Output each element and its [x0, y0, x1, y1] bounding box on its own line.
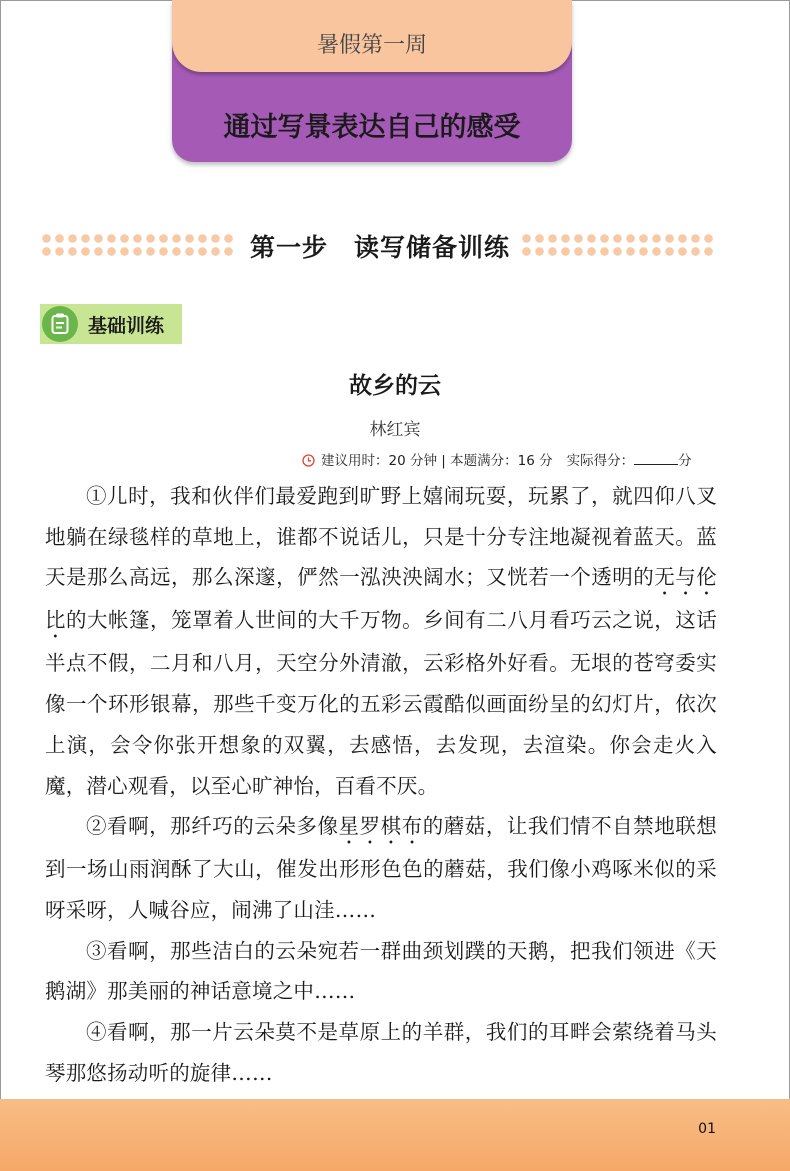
- paragraph-1-text-b: 的大帐篷，笼罩着人世间的大千万物。乡间有二八月看巧云之说，这话半点不假，二月和八月，天空分外清澈，云彩格外好看。无垠的苍穹委实像一个环形银幕，那些千变万化的五彩云霞酷似画面纷呈的幻灯片，依次上演，会令你张开想象的双翼，去感悟，去发现，去渲染。你会走火入魔，潜心观看，以至心旷神怡，百看不厌。: [45, 608, 717, 798]
- score-value: 16 分: [517, 453, 553, 469]
- emphasized-phrase: 无与伦比: [45, 565, 717, 633]
- paragraph-4: ④看啊，那一片云朵莫不是草原上的羊群，我们的耳畔会萦绕着马头琴那悠扬动听的旋律……: [45, 1020, 717, 1085]
- paragraph-2: [45, 806, 717, 930]
- paragraph-1-text-a: ①儿时，我和伙伴们最爱跑到旷野上嬉闹玩耍，玩累了，就四仰八叉地躺在绿毯样的草地上，谁都不说话儿，只是十分专注地凝视着蓝天。蓝天是那么高远，那么深邃，俨然一泓泱泱阔水；又恍若一个透明的: [45, 484, 717, 590]
- step-heading-text: 第一步 读写储备训练: [249, 233, 510, 262]
- exercise-meta: [302, 449, 722, 471]
- section-badge-label: 基础训练: [88, 315, 165, 337]
- decorative-dots-left: [40, 232, 235, 260]
- paragraph-2-text-a: ②看啊，那纤巧的云朵多像: [86, 814, 339, 839]
- paragraph-1: [45, 476, 717, 806]
- decorative-dots-right: [520, 232, 715, 260]
- emphasized-phrase: 星罗棋布: [338, 814, 423, 839]
- article-title: 故乡的云: [349, 373, 441, 399]
- paragraph-3: ③看啊，那些洁白的云朵宛若一群曲颈划蹼的天鹅，把我们领进《天鹅湖》那美丽的神话意境之中……: [45, 938, 717, 1004]
- header-title: 通过写景表达自己的感受: [223, 112, 521, 143]
- time-value: 20 分钟: [388, 453, 437, 469]
- time-label: 建议用时：: [321, 453, 389, 469]
- header-week: 暑假第一周: [316, 33, 427, 58]
- section-badge: [40, 304, 182, 344]
- meta-separator: |: [436, 453, 451, 469]
- actual-score-label: 实际得分：: [566, 453, 635, 469]
- score-label: 本题满分：: [450, 453, 518, 469]
- article-body: [45, 476, 717, 1093]
- actual-score-blank[interactable]: [634, 452, 678, 465]
- clock-icon: [302, 454, 315, 471]
- checklist-icon: [42, 306, 78, 342]
- step-heading: [0, 226, 790, 262]
- header-week-band: [172, 0, 572, 72]
- paragraph-2-text-b: 的蘑菇，让我们情不自禁地联想到一场山雨润酥了大山，催发出形形色色的蘑菇，我们像小鸡啄米似的采呀采呀，人喊谷应，闹沸了山洼……: [45, 814, 717, 922]
- page-number: 01: [698, 1121, 716, 1137]
- score-unit: 分: [678, 453, 692, 469]
- page-footer: [0, 1099, 790, 1171]
- article-author: 林红宾: [369, 420, 421, 440]
- header-tab: [172, 0, 572, 162]
